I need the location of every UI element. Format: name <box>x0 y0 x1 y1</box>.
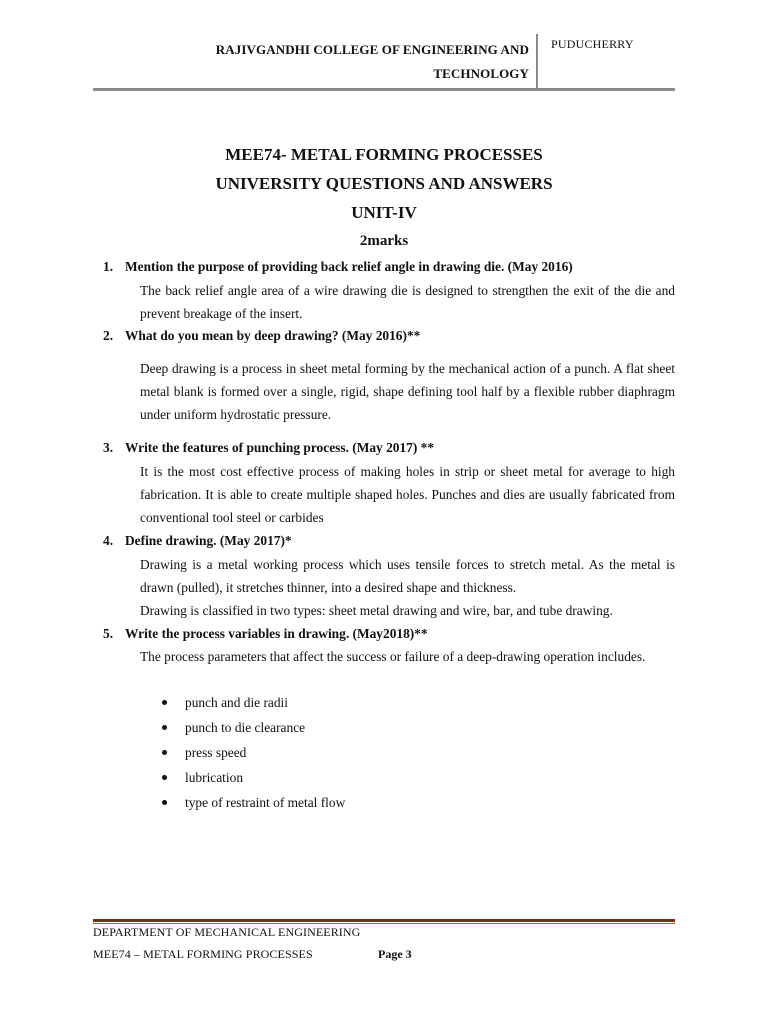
header-city: PUDUCHERRY <box>551 37 634 51</box>
answer-4 <box>140 553 675 622</box>
answer-5 <box>140 645 675 668</box>
answer-paragraph: It is the most cost effective process of making holes in strip or sheet metal for average to high fabrication. It is able to create multiple shaped holes. Punches and dies are usually fabricated from conventional tool steel or carbides <box>140 464 675 525</box>
footer-rule <box>93 919 675 922</box>
process-variables-list <box>160 690 345 815</box>
question-text: Mention the purpose of providing back relief angle in drawing die. (May 2016) <box>125 259 573 274</box>
answer-3 <box>140 460 675 529</box>
answer-paragraph: The back relief angle area of a wire drawing die is designed to strengthen the exit of the die and prevent breakage of the insert. <box>140 283 675 321</box>
list-item-text: lubrication <box>185 770 244 785</box>
header-separator <box>536 34 538 90</box>
question-5 <box>103 626 678 642</box>
bullet-icon <box>162 725 167 730</box>
question-4 <box>103 533 678 549</box>
header-college-line2: TECHNOLOGY <box>433 66 529 81</box>
list-item <box>160 765 345 790</box>
answer-paragraph: Drawing is a metal working process which uses tensile forces to stretch metal. As the metal is drawn (pulled), it stretches thinner, into a desired shape and thickness. <box>140 557 675 595</box>
page-number: Page 3 <box>378 947 412 961</box>
answer-paragraph: Deep drawing is a process in sheet metal forming by the mechanical action of a punch. A flat sheet metal blank is formed over a single, rigid, shape defining tool half by a flexible rubber diaphragm under uniform hydrostatic pressure. <box>140 361 675 422</box>
question-text: What do you mean by deep drawing? (May 2016)** <box>125 328 421 343</box>
answer-paragraph: The process parameters that affect the success or failure of a deep-drawing operation includes. <box>140 649 646 664</box>
question-number: 5. <box>103 626 114 641</box>
document-subtitle: UNIVERSITY QUESTIONS AND ANSWERS <box>215 174 553 193</box>
question-1 <box>103 259 678 275</box>
question-number: 2. <box>103 328 114 343</box>
list-item <box>160 790 345 815</box>
question-3 <box>103 440 678 456</box>
answer-paragraph: Drawing is classified in two types: sheet metal drawing and wire, bar, and tube drawing. <box>140 603 613 618</box>
header-college-name <box>149 38 529 86</box>
list-item <box>160 715 345 740</box>
question-text: Write the features of punching process. (May 2017) ** <box>125 440 435 455</box>
question-text: Write the process variables in drawing. (May2018)** <box>125 626 428 641</box>
question-number: 3. <box>103 440 114 455</box>
unit-title: UNIT-IV <box>351 203 417 222</box>
page-header <box>93 32 675 88</box>
question-number: 1. <box>103 259 114 274</box>
footer-course: MEE74 – METAL FORMING PROCESSES <box>93 947 313 961</box>
question-number: 4. <box>103 533 114 548</box>
bullet-icon <box>162 775 167 780</box>
list-item <box>160 690 345 715</box>
header-college-line1: RAJIVGANDHI COLLEGE OF ENGINEERING AND <box>215 42 529 57</box>
bullet-icon <box>162 700 167 705</box>
header-rule <box>93 88 675 91</box>
course-title: MEE74- METAL FORMING PROCESSES <box>225 145 543 164</box>
bullet-icon <box>162 800 167 805</box>
list-item <box>160 740 345 765</box>
answer-2 <box>140 357 675 426</box>
title-block <box>93 140 675 260</box>
section-title: 2marks <box>359 233 409 249</box>
footer-rule-thin <box>93 923 675 924</box>
list-item-text: punch and die radii <box>185 695 288 710</box>
answer-1 <box>140 279 675 325</box>
list-item-text: press speed <box>185 745 247 760</box>
list-item-text: type of restraint of metal flow <box>185 795 346 810</box>
list-item-text: punch to die clearance <box>185 720 306 735</box>
question-2 <box>103 328 678 344</box>
footer-department: DEPARTMENT OF MECHANICAL ENGINEERING <box>93 925 361 939</box>
question-text: Define drawing. (May 2017)* <box>125 533 292 548</box>
bullet-icon <box>162 750 167 755</box>
